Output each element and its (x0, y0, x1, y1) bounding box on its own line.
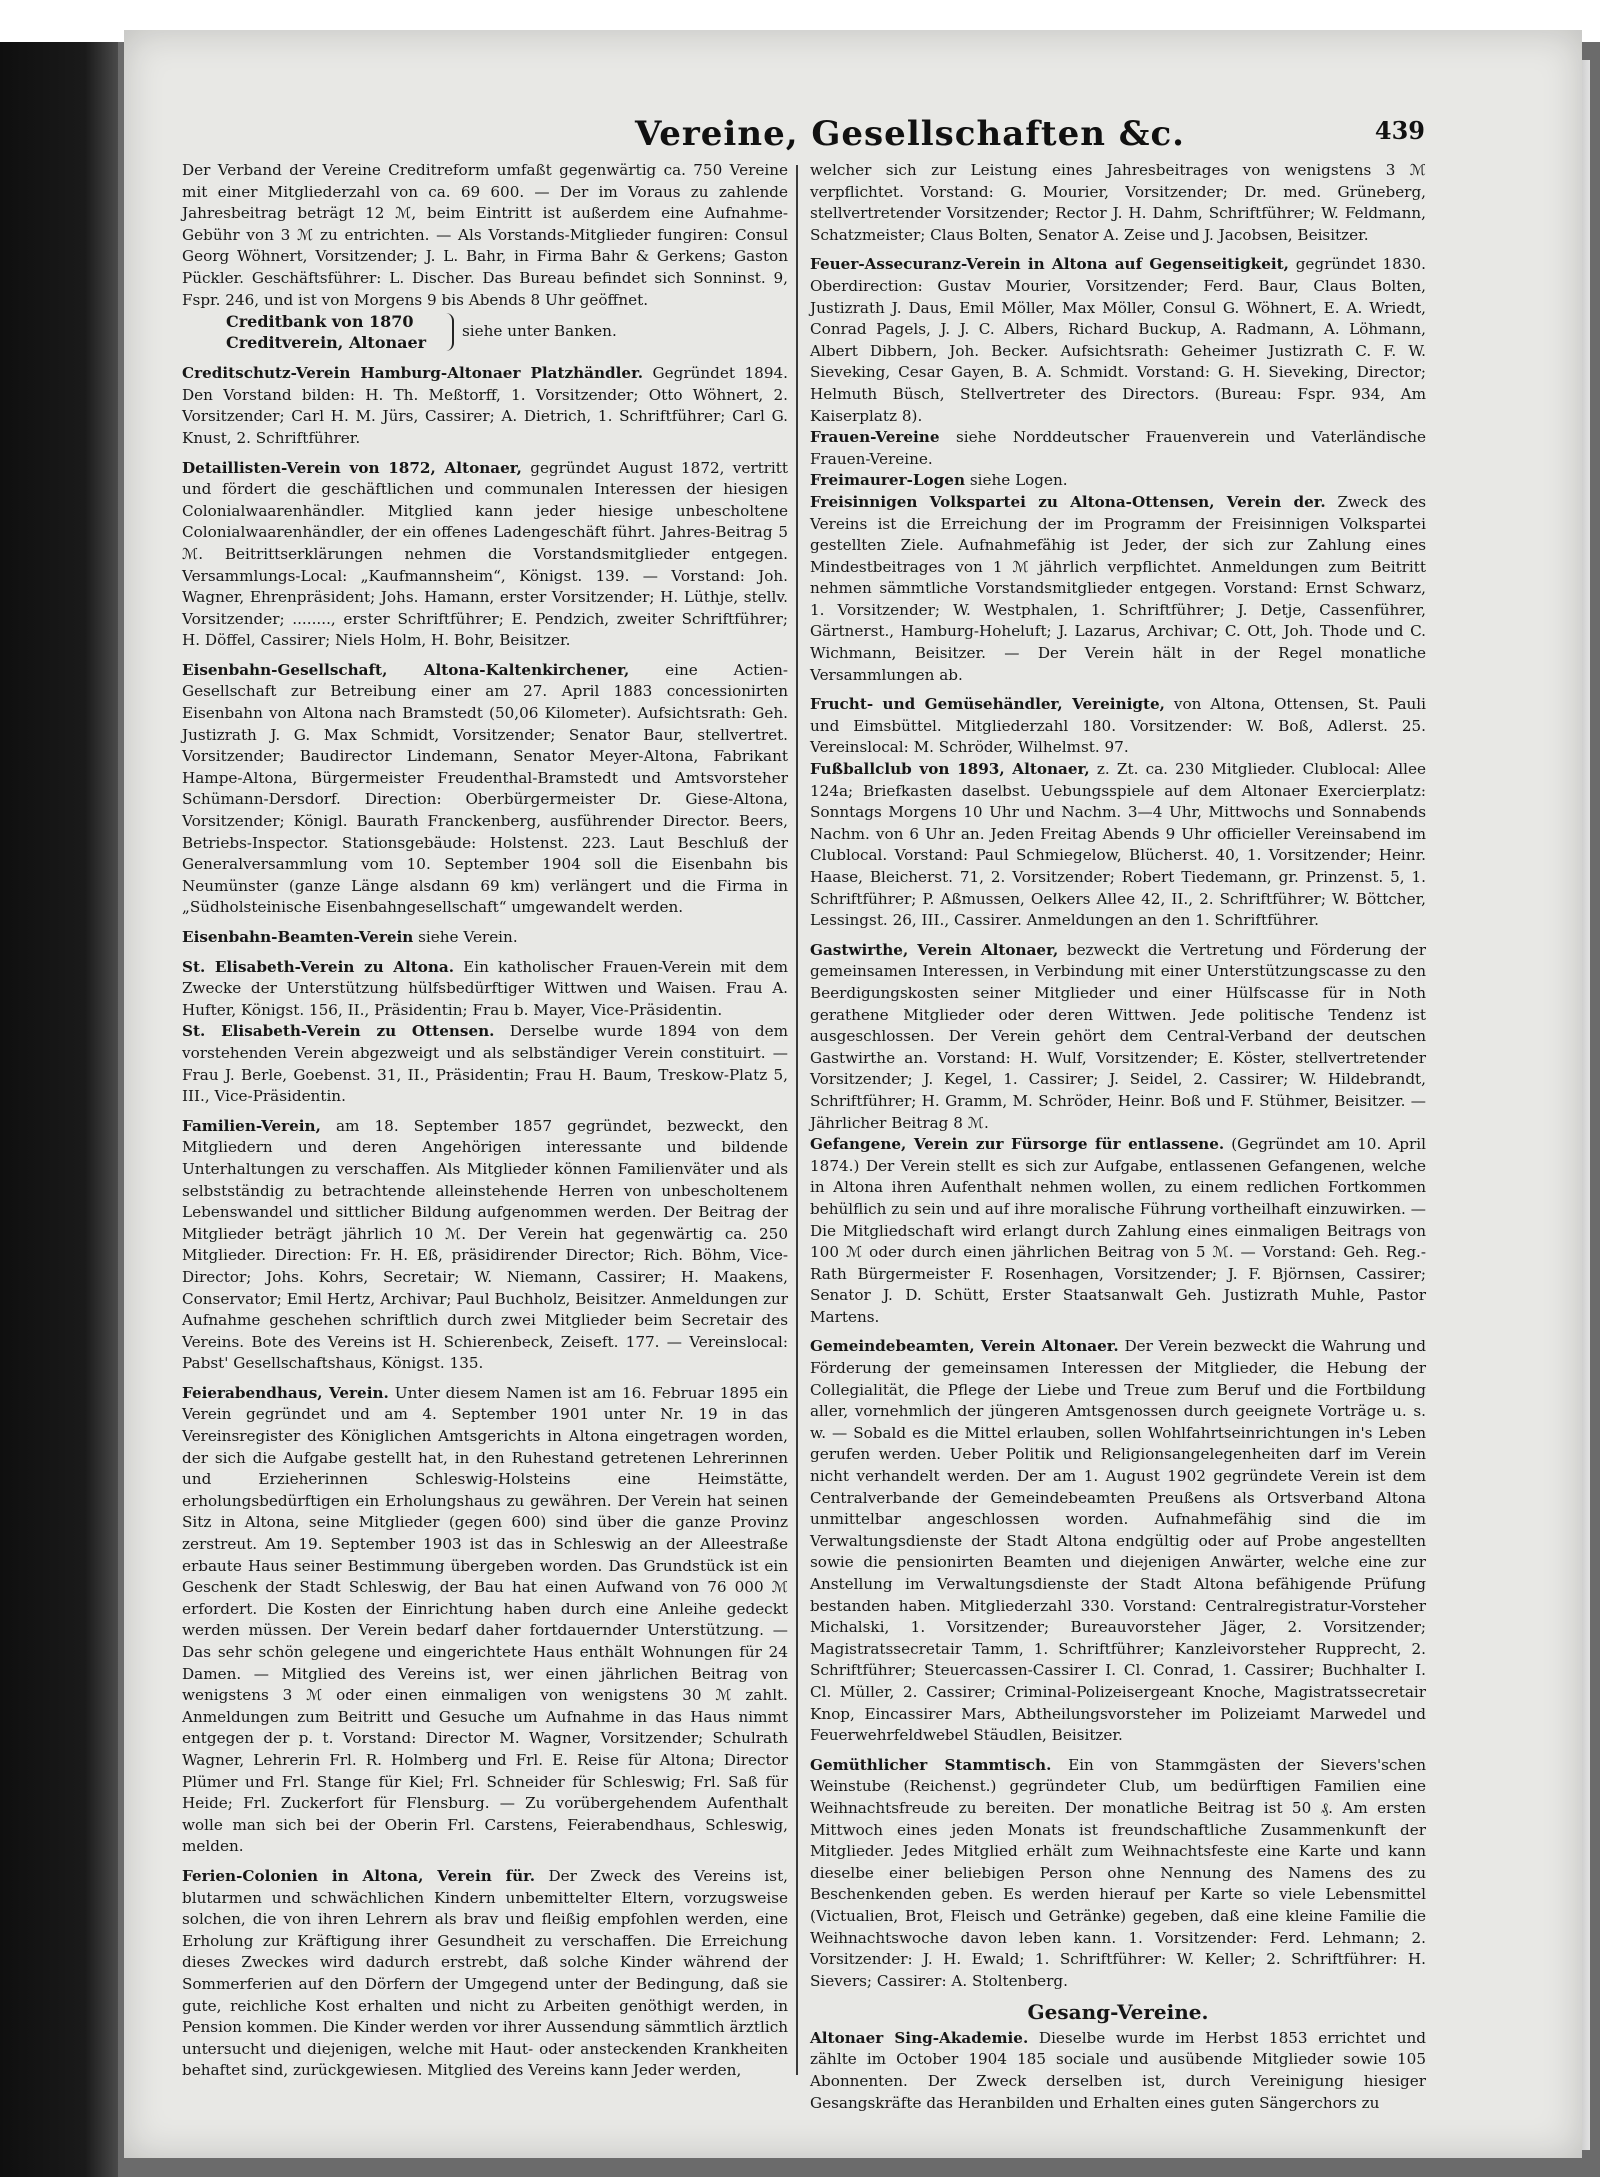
entry-text: eine Actien-Gesellschaft zur Betreibung einer am 27. April 1883 concessionirten Eisenbahn von Altona nach Bramstedt (50,06 Kilometer). Aufsichtsrath: Geh. Justizrath J. G. Max Schmidt, Vorsitzender; Senator Baur, stellvertret. Vorsitzender; Baudirector Lindemann, Senator Meyer-Altona, Fabrikant Hampe-Altona, Bürgermeister Freudenthal-Bramstedt und Amtsvorsteher Schümann-Dersdorf. Direction: Oberbürgermeister Dr. Giese-Altona, Vorsitzender; Königl. Baurath Franckenberg, ausführender Director. Beers, Betriebs-Inspector. Stationsgebäude: Holstenst. 223. Laut Beschluß der Generalversammlung vom 10. September 1904 soll die Eisenbahn bis Neumünster (ganze Länge alsdann 69 km) verlängert und die Firma in „Südholsteinische Eisenbahngesellschaft“ umgewandelt werden. (182, 660, 789, 917)
entry-text: Der Verein bezweckt die Wahrung und Förderung der gemeinsamen Interessen der Mitglieder, die Hebung der Collegialität, die Pflege der Liebe und Treue zum Beruf und die Fortbildung aller, vornehmlich der jüngeren Amtsgenossen durch geeignete Vorträge u. s. w. — Sobald es die Mittel erlauben, sollen Wohlfahrtseinrichtungen in's Leben gerufen werden. Ueber Politik und Religionsangelegenheiten darf im Verein nicht verhandelt werden. Der am 1. August 1902 gegründete Verein ist dem Centralverbande der Gemeindebeamten Preußens als Ortsverband Altona unmittelbar angeschlossen worden. Aufnahmefähig sind die im Verwaltungsdienste der Stadt Altona endgültig oder auf Probe angestellten sowie die pensionirten Beamten und diejenigen Anwärter, welche eine zur Anstellung im Verwaltungsdienste der Stadt Altona befähigende Prüfung bestanden haben. Mitgliederzahl 330. Vorstand: Centralregistratur-Vorsteher Michalski, 1. Vorsitzender; Bureauvorsteher Jäger, 2. Vorsitzender; Magistratssecretair Tamm, 1. Schriftführer; Kanzleivorsteher Rupprecht, 2. Schriftführer; Steuercassen-Cassirer I. Cl. Conrad, 1. Cassirer; Buchhalter I. Cl. Müller, 2. Cassirer; Criminal-Polizeisergeant Knoche, Magistratssecretair Knop, Eincassirer Mars, Abtheilungsvorsteher im Polizeiamt Marwedel und Feuerwehrfeldwebel Stäudlen, Beisitzer. (810, 1337, 1427, 1745)
brace-item-creditverein: Creditverein, Altonaer (226, 333, 427, 353)
entry-text: Gegründet 1894. Den Vorstand bilden: H. Th. Meßtorff, 1. Vorsitzender; Otto Wöhnert, 2. Vorsitzender; Carl H. M. Jürs, Cassirer; A. Dietrich, 1. Schriftführer; Carl G. Knust, 2. Schriftführer. (182, 364, 788, 447)
page-number: 439 (1374, 116, 1425, 145)
entry-text: am 18. September 1857 gegründet, bezweckt, den Mitgliedern und deren Angehörigen interessante und bildende Unterhaltungen zu verschaffen. Als Mitglieder können Familienväter und als selbstständig zu betrachtende alleinstehende Herren von unbescholtenem Lebenswandel und sittlicher Bildung aufgenommen werden. Der Beitrag der Mitglieder beträgt jährlich 10 ℳ. Der Verein hat gegenwärtig ca. 250 Mitglieder. Direction: Fr. H. Eß, präsidirender Director; Rich. Böhm, Vice-Director; Johs. Kohrs, Secretair; W. Niemann, Cassirer; H. Maakens, Conservator; Emil Hertz, Archivar; Paul Buchholz, Beisitzer. Anmeldungen zur Aufnahme geschehen schriftlich durch zwei Mitglieder beim Secretair des Vereins. Bote des Vereins ist H. Schierenbeck, Zeiseft. 177. — Vereinslocal: Pabst' Gesellschaftshaus, Königst. 135. (182, 1116, 788, 1373)
entry-text: Ein von Stammgästen der Sievers'schen Weinstube (Reichenst.) gegründeter Club, um bedürftigen Familien eine Weihnachtsfreude zu bereiten. Der monatliche Beitrag ist 50 ₰. Am ersten Mittwoch eines jeden Monats ist freundschaftliche Zusammenkunft der Mitglieder. Jedes Mitglied erhält zum Weihnachtsfeste eine Karte und kann dieselbe einer beliebigen Person ohne Nennung des Namens des zu Beschenkenden geben. Es werden hierauf per Karte so viele Lebensmittel (Victualien, Brot, Fleisch und Getränke) gegeben, daß eine kleine Familie die Weihnachtswoche davon leben kann. 1. Vorsitzender: Ferd. Lehmann; 2. Vorsitzender: J. H. Ewald; 1. Schriftführer: W. Keller; 2. Schriftführer: H. Sievers; Cassirer: A. Stoltenberg. (810, 1755, 1426, 1990)
entry-heading: Eisenbahn-Gesellschaft, Altona-Kaltenkirchener, (182, 660, 630, 679)
brace-note: siehe unter Banken. (462, 322, 617, 341)
brace-icon (444, 313, 454, 351)
entry (810, 759, 1426, 932)
entry-text: gegründet 1830. Oberdirection: Gustav Mourier, Vorsitzender; Ferd. Baur, Claus Bolten, Justizrath J. Daus, Emil Möller, Max Möller, Consul G. Wöhnert, E. A. Wriedt, Conrad Pagels, J. J. C. Albers, Richard Buckup, A. Radmann, A. Löhmann, Albert Dibbern, Joh. Becker. Aufsichtsrath: Geheimer Justizrath C. F. W. Sieveking, Cesar Gayen, B. A. Schmidt. Vorstand: G. H. Sieveking, Director; Helmuth Büsch, Stellvertreter des Directors. (Bureau: Fspr. 934, Am Kaiserplatz 8). (810, 255, 1426, 425)
entry-heading: Familien-Verein, (182, 1116, 321, 1135)
entry-heading: Eisenbahn-Beamten-Verein (182, 928, 414, 946)
entry-heading: Freisinnigen Volkspartei zu Altona-Ottensen, Verein der. (810, 492, 1326, 511)
entry (810, 427, 1426, 470)
entry-text: von Altona, Ottensen, St. Pauli und Eimsbüttel. Mitgliederzahl 180. Vorsitzender: W. Boß, Adlerst. 25. Vereinslocal: M. Schröder, Wilhelmst. 97. (810, 695, 1427, 757)
entry-text: bezweckt die Vertretung und Förderung der gemeinsamen Interessen, in Verbindung mit einer Unterstützungscasse zu den Beerdigungskosten seiner Mitglieder und einer Hülfscasse für in Noth gerathene Mitglieder oder deren Wittwen. Jede politische Tendenz ist ausgeschlossen. Der Verein gehört dem Central-Verband der deutschen Gastwirthe an. Vorstand: H. Wulf, Vorsitzender; E. Köster, stellvertretender Vorsitzender; J. Kegel, 1. Cassirer; J. Seidel, 2. Cassirer; W. Hildebrandt, Schriftführer; H. Gramm, M. Schröder, Heinr. Boß und F. Stühmer, Beisitzer. — Jährlicher Beitrag 8 ℳ. (810, 940, 1426, 1132)
entry (182, 1021, 788, 1107)
entry (810, 1336, 1426, 1746)
entry-heading: Feierabendhaus, Verein. (182, 1383, 389, 1402)
entry-text: Ein katholischer Frauen-Verein mit dem Zwecke der Unterstützung hülfsbedürftiger Wittwen und Waisen. Frau A. Hufter, Königst. 156, II., Präsidentin; Frau b. Mayer, Vice-Präsidentin. (182, 957, 788, 1019)
entry-text: siehe Logen. (965, 471, 1068, 490)
entry-heading: Gastwirthe, Verein Altonaer, (810, 940, 1059, 959)
entry (182, 1866, 788, 2082)
entry-heading: Gemüthlicher Stammtisch. (810, 1755, 1052, 1774)
entry-text: Unter diesem Namen ist am 16. Februar 1895 ein Verein gegründet und am 4. September 1901 unter Nr. 19 in das Vereinsregister des Königlichen Amtsgerichts in Altona eingetragen worden, der sich die Aufgabe gestellt hat, in den Ruhestand getretenen Lehrerinnen und Erzieherinnen Schleswig-Holsteins eine Heimstätte, erholungsbedürftigen ein Erholungshaus zu gewähren. Der Verein hat seinen Sitz in Altona, seine Mitglieder (gegen 600) sind über die ganze Provinz zerstreut. Am 19. September 1903 ist das in Schleswig an der Alleestraße erbaute Haus seiner Bestimmung übergeben worden. Das Grundstück ist ein Geschenk der Stadt Schleswig, der Bau hat einen Aufwand von 76 000 ℳ erfordert. Die Kosten der Einrichtung haben durch eine Anleihe gedeckt werden müssen. Der Verein bedarf daher fortdauernder Unterstützung. — Das sehr schön gelegene und eingerichtete Haus enthält Wohnungen für 24 Damen. — Mitglied des Vereins ist, wer einen jährlichen Beitrag von wenigstens 3 ℳ oder einen einmaligen von wenigstens 30 ℳ zahlt. Anmeldungen zum Beitritt und Gesuche um Aufnahme in das Haus nimmt entgegen der p. t. Vorstand: Director M. Wagner, Vorsitzender; Schulrath Wagner, Lehrerin Frl. R. Holmberg und Frl. E. Reise für Altona; Director Plümer und Frl. Stange für Kiel; Frl. Schneider für Schleswig; Frl. Saß für Heide; Frl. Zuckerfort für Flensburg. — Zu vorübergehendem Aufenthalt wolle man sich bei der Oberin Frl. Carstens, Feierabendhaus, Schleswig, melden. (182, 1383, 788, 1856)
entry-heading: Detaillisten-Verein von 1872, Altonaer, (182, 458, 522, 477)
entry-heading: Feuer-Assecuranz-Verein in Altona auf Gegenseitigkeit, (810, 255, 1289, 274)
entry-text: Zweck des Vereins ist die Erreichung der im Programm der Freisinnigen Volkspartei gestellten Ziele. Aufnahmefähig ist Jeder, der sich zur Zahlung eines Mindestbeitrages von 1 ℳ jährlich verpflichtet. Anmeldungen zum Beitritt nehmen sämmtliche Vorstandsmitglieder entgegen. Vorstand: Ernst Schwarz, 1. Vorsitzender; W. Westphalen, 1. Schriftführer; J. Detje, Cassenführer, Gärtnerst., Hamburg-Hoheluft; J. Lazarus, Archivar; C. Ott, Joh. Thode und C. Wichmann, Beisitzer. — Der Verein hält in der Regel monatliche Versammlungen ab. (810, 492, 1426, 684)
entry-heading: Altonaer Sing-Akademie. (810, 2028, 1029, 2047)
entry-heading: Gefangene, Verein zur Fürsorge für entlassene. (810, 1135, 1225, 1154)
entry-heading: St. Elisabeth-Verein zu Altona. (182, 957, 455, 976)
entry-heading: Freimaurer-Logen (810, 471, 966, 490)
entry-text: siehe Verein. (413, 928, 518, 946)
entry (182, 363, 788, 449)
right-column (810, 160, 1427, 2112)
entry (182, 458, 788, 652)
entry-heading: Gemeindebeamten, Verein Altonaer. (810, 1337, 1119, 1356)
entry (810, 2028, 1426, 2114)
entry (182, 1116, 788, 1375)
brace-reference (182, 311, 788, 355)
scan-dark-edge (0, 0, 118, 2177)
entry-heading: Frauen-Vereine (810, 428, 940, 447)
entry-text: z. Zt. ca. 230 Mitglieder. Clublocal: Allee 124a; Briefkasten daselbst. Uebungsspiele auf dem Altonaer Exercierplatz: Sonntags Morgens 10 Uhr und Nachm. 3—4 Uhr, Mittwochs und Sonnabends Nachm. von 6 Uhr an. Jeden Freitag Abends 9 Uhr officieller Vereinsabend im Clublocal. Vorstand: Paul Schmiegelow, Blücherst. 40, 1. Vorsitzender; Heinr. Haase, Bleicherst. 71, 2. Vorsitzender; Robert Tiedemann, gr. Prinzenst. 5, 1. Schriftführer; P. Aßmussen, Oelkers Allee 42, II., 2. Schriftführer; W. Böttcher, Lessingst. 26, III., Cassirer. Anmeldungen an den 1. Schriftführer. (810, 760, 1426, 930)
entry-heading: Creditschutz-Verein Hamburg-Altonaer Platzhändler. (182, 364, 643, 383)
left-intro: Der Verband der Vereine Creditreform umfaßt gegenwärtig ca. 750 Vereine mit einer Mitgliederzahl von ca. 69 600. — Der im Voraus zu zahlende Jahresbeitrag beträgt 12 ℳ, beim Eintritt ist außerdem eine Aufnahme-Gebühr von 3 ℳ zu entrichten. — Als Vorstands-Mitglieder fungiren: Consul Georg Wöhnert, Vorsitzender; J. L. Bahr, in Firma Bahr & Gerkens; Gaston Pückler. Geschäftsführer: L. Discher. Das Bureau befindet sich Sonninst. 9, Fspr. 246, und ist von Morgens 9 bis Abends 8 Uhr geöffnet. (182, 161, 788, 309)
entry (810, 492, 1426, 686)
running-title: Vereine, Gesellschaften &c. (635, 114, 1185, 154)
entry (810, 940, 1426, 1134)
column-divider (796, 165, 798, 2075)
entry (810, 694, 1426, 759)
section-title: Gesang-Vereine. (1027, 2000, 1209, 2025)
entry-text: gegründet August 1872, vertritt und fördert die geschäftlichen und communalen Interessen der hiesigen Colonialwaarenhändler. Mitglied kann jeder hiesige unbescholtene Colonialwaarenhändler, der ein offenes Ladengeschäft führt. Jahres-Beitrag 5 ℳ. Beitrittserklärungen nehmen die Vorstandsmitglieder entgegen. Versammlungs-Local: „Kaufmannsheim“, Königst. 139. — Vorstand: Joh. Wagner, Ehrenpräsident; Johs. Hamann, erster Vorsitzender; H. Lüthje, stellv. Vorsitzender; ........, erster Schriftführer; E. Pendzich, zweiter Schriftführer; H. Döffel, Cassirer; Niels Holm, H. Bohr, Beisitzer. (182, 458, 789, 650)
entry (810, 1755, 1426, 1993)
entry-text: Derselbe wurde 1894 von dem vorstehenden Verein abgezweigt und als selbständiger Verein constituirt. — Frau J. Berle, Goebenst. 31, II., Präsidentin; Frau H. Baum, Treskow-Platz 5, III., Vice-Präsidentin. (182, 1022, 788, 1106)
entry (182, 1383, 788, 1858)
entry (182, 957, 788, 1022)
entry-heading: Fußballclub von 1893, Altonaer, (810, 760, 1090, 779)
entry-text: Dieselbe wurde im Herbst 1853 errichtet und zählte im October 1904 185 sociale und ausübende Mitglieder sowie 105 Abonnenten. Der Zweck derselben ist, durch Vereinigung hiesiger Gesangskräfte das Heranbilden und Erhalten eines guten Sängerchors zu (810, 2028, 1426, 2112)
entry-heading: St. Elisabeth-Verein zu Ottensen. (182, 1022, 495, 1041)
left-column (182, 160, 788, 2085)
entry-text: siehe Norddeutscher Frauenverein und Vaterländische Frauen-Vereine. (810, 428, 1426, 468)
entry (182, 927, 788, 949)
entry-heading: Ferien-Colonien in Altona, Verein für. (182, 1866, 536, 1885)
entry (810, 470, 1426, 492)
entry (810, 254, 1426, 427)
brace-item-creditbank: Creditbank von 1870 (226, 312, 414, 332)
entry (182, 660, 788, 919)
entry-text: Der Zweck des Vereins ist, blutarmen und schwächlichen Kindern unbemittelter Eltern, vorzugsweise solchen, die von ihren Lehrern als brav und fleißig empfohlen werden, eine Erholung zur Kräftigung ihrer Gesundheit zu verschaffen. Die Erreichung dieses Zweckes wird dadurch erstrebt, daß solche Kinder während der Sommerferien auf den Dörfern der Umgegend unter der Bedingung, daß sie gute, reichliche Kost erhalten und nicht zu Arbeiten genöthigt werden, in Pension kommen. Die Kinder werden vor ihrer Aussendung sämmtlich ärztlich untersucht und diejenigen, welche mit Haut- oder ansteckenden Krankheiten behaftet sind, zurückgewiesen. Mitglied des Vereins kann Jeder werden, (182, 1866, 788, 2080)
right-intro: welcher sich zur Leistung eines Jahresbeitrages von wenigstens 3 ℳ verpflichtet. Vorstand: G. Mourier, Vorsitzender; Dr. med. Grüneberg, stellvertretender Vorsitzender; Rector J. H. Dahm, Schriftführer; W. Feldmann, Schatzmeister; Claus Bolten, Senator A. Zeise und J. Jacobsen, Beisitzer. (810, 161, 1426, 244)
entry-heading: Frucht- und Gemüsehändler, Vereinigte, (810, 695, 1165, 714)
entry (810, 1134, 1426, 1328)
entry-text: (Gegründet am 10. April 1874.) Der Verein stellt es sich zur Aufgabe, entlassenen Gefangenen, welche in Altona ihren Aufenthalt nehmen wollen, zu einem redlichen Fortkommen behülflich zu sein und auf ihre moralische Führung vortheilhaft einzuwirken. — Die Mitgliedschaft wird erlangt durch Zahlung eines einmaligen Beitrags von 100 ℳ oder durch einen jährlichen Beitrag von 5 ℳ. — Vorstand: Geh. Reg.-Rath Bürgermeister F. Rosenhagen, Vorsitzender; J. F. Björnsen, Cassirer; Senator J. D. Schütt, Erster Staatsanwalt Geh. Justizrath Muhle, Pastor Martens. (810, 1135, 1426, 1326)
